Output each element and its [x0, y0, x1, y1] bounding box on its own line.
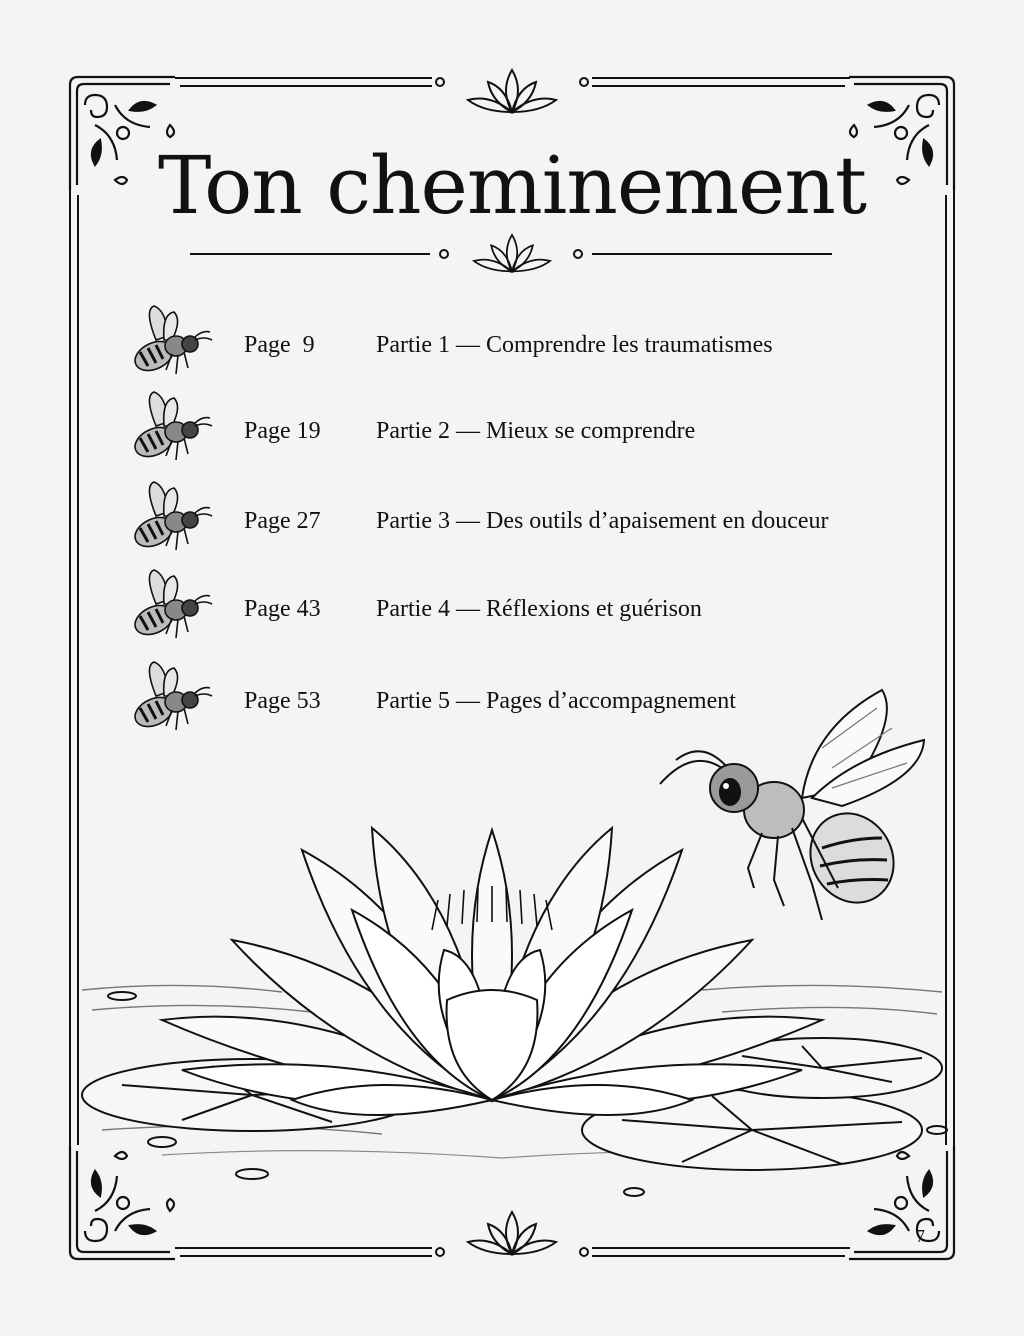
bee-icon [126, 660, 216, 740]
toc-page-number: Page 53 [244, 688, 321, 714]
toc-section-title: Partie 1 — Comprendre les traumatismes [376, 332, 773, 358]
toc-item[interactable] [126, 304, 946, 384]
large-bee-illustration [652, 688, 932, 938]
bee-icon [126, 480, 216, 560]
lotus-icon-top [462, 62, 562, 122]
toc-section-title: Partie 5 — Pages d’accompagnement [376, 688, 736, 714]
toc-item[interactable] [126, 480, 946, 560]
toc-section-title: Partie 3 — Des outils d’apaisement en douceur [376, 508, 829, 534]
bee-icon [126, 568, 216, 648]
bee-icon [126, 390, 216, 470]
toc-page-number: Page 43 [244, 596, 321, 622]
toc-page-number: Page 19 [244, 418, 321, 444]
toc-page-number: Page 27 [244, 508, 321, 534]
bee-icon [126, 304, 216, 384]
toc-item[interactable] [126, 390, 946, 470]
page-number: 7 [916, 1226, 925, 1246]
toc-section-title: Partie 4 — Réflexions et guérison [376, 596, 702, 622]
page-title: Ton cheminement [157, 139, 867, 232]
toc-section-title: Partie 2 — Mieux se comprendre [376, 418, 696, 444]
toc-item[interactable] [126, 568, 946, 648]
lotus-icon-separator [462, 228, 562, 280]
toc-page-number: Page 9 [244, 332, 315, 358]
